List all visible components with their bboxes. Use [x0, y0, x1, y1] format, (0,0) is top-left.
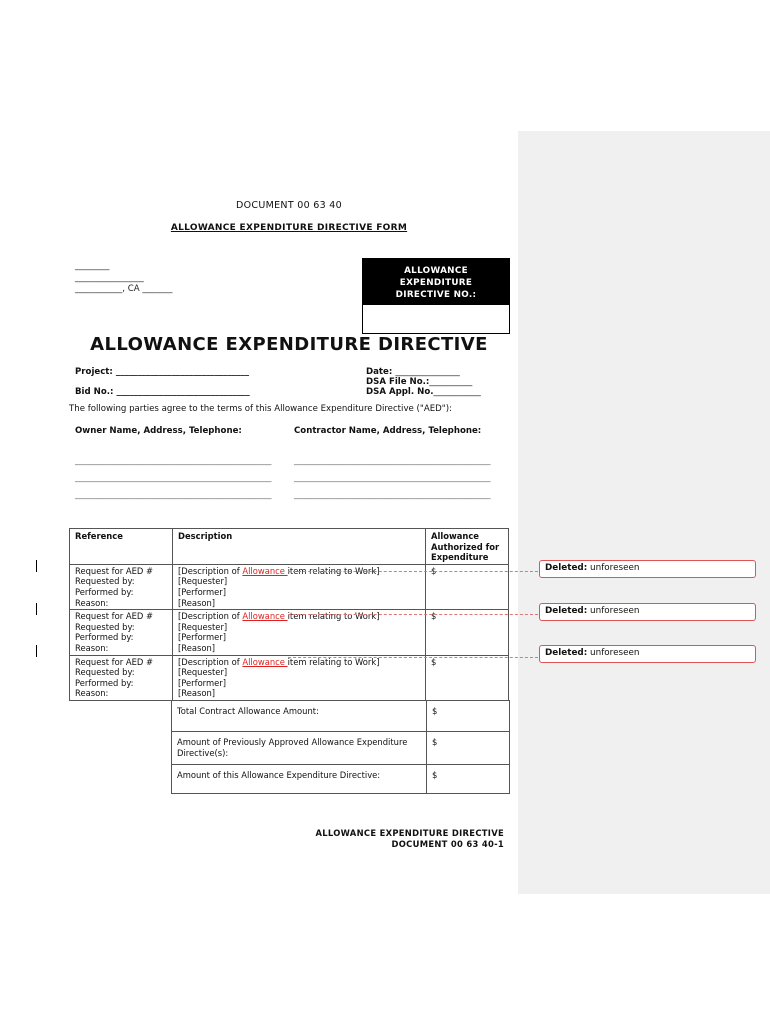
- description-cell: [173, 655, 426, 700]
- desc-reason: [Reason]: [178, 597, 216, 608]
- change-bar: [36, 560, 37, 572]
- desc-suffix: item relating to Work]: [287, 565, 380, 576]
- reference-cell: [70, 564, 173, 609]
- desc-performer: [Performer]: [178, 677, 227, 688]
- description-line: [178, 611, 420, 622]
- change-bar: [36, 645, 37, 657]
- desc-reason: [Reason]: [178, 642, 216, 653]
- date-blank: _______________: [395, 367, 460, 377]
- comment-label: Deleted:: [545, 606, 588, 616]
- totals-row: [172, 701, 510, 732]
- comment-connector: [288, 571, 538, 572]
- comment-label: Deleted:: [545, 563, 588, 573]
- desc-suffix: item relating to Work]: [287, 611, 380, 622]
- footer-document-number: DOCUMENT 00 63 40-1: [391, 839, 504, 849]
- ref-request: Request for AED #: [75, 611, 154, 622]
- inserted-text: Allowance: [242, 565, 288, 576]
- desc-prefix: [Description of: [178, 656, 243, 667]
- totals-label: Amount of this Allowance Expenditure Directive:: [172, 765, 427, 794]
- project-blank: _______________________________: [115, 367, 250, 377]
- dsa-file-label: DSA File No.:: [366, 377, 430, 387]
- project-field: [75, 367, 249, 377]
- totals-row: [172, 732, 510, 765]
- comment-text: unforeseen: [590, 606, 640, 616]
- dsa-appl-label: DSA Appl. No.: [366, 387, 434, 397]
- totals-table: [171, 700, 510, 794]
- desc-reason: [Reason]: [178, 688, 216, 699]
- form-title: ALLOWANCE EXPENDITURE DIRECTIVE FORM: [170, 223, 408, 233]
- aed-box-label-3: DIRECTIVE NO.:: [395, 290, 477, 300]
- description-line: [178, 657, 420, 668]
- comment-connector: [288, 657, 538, 658]
- dsa-file-field: [366, 377, 472, 387]
- deletion-comment-balloon[interactable]: [539, 645, 756, 663]
- deletion-comment-balloon[interactable]: [539, 603, 756, 621]
- change-bar: [36, 603, 37, 615]
- aed-box-label-1: ALLOWANCE: [404, 266, 468, 276]
- contractor-line-2: ________________________________________________: [294, 472, 491, 482]
- project-label: Project:: [75, 367, 116, 377]
- table-row: [70, 610, 509, 655]
- aed-number-box-header: [363, 259, 509, 305]
- ref-performed-by: Performed by:: [75, 677, 134, 688]
- desc-requester: [Requester]: [178, 576, 228, 587]
- totals-amount: $: [427, 701, 510, 732]
- ref-reason: Reason:: [75, 597, 109, 608]
- footer-title: ALLOWANCE EXPENDITURE DIRECTIVE: [315, 828, 504, 838]
- totals-amount: $: [427, 765, 510, 794]
- aed-box-label-2: EXPENDITURE: [399, 278, 473, 288]
- table-row: [70, 655, 509, 700]
- amount-cell: $: [426, 610, 509, 655]
- desc-requester: [Requester]: [178, 667, 228, 678]
- desc-requester: [Requester]: [178, 621, 228, 632]
- date-field: [366, 367, 460, 377]
- document-number: DOCUMENT 00 63 40: [236, 200, 342, 211]
- dsa-appl-blank: ___________: [433, 387, 481, 397]
- main-title: ALLOWANCE EXPENDITURE DIRECTIVE: [90, 334, 488, 355]
- amount-cell: $: [426, 655, 509, 700]
- desc-prefix: [Description of: [178, 611, 243, 622]
- comment-connector: [288, 614, 538, 615]
- ref-reason: Reason:: [75, 688, 109, 699]
- aed-number-box: [362, 258, 510, 334]
- amount-cell: $: [426, 564, 509, 609]
- comment-label: Deleted:: [545, 648, 588, 658]
- desc-performer: [Performer]: [178, 586, 227, 597]
- owner-line-2: ________________________________________________: [75, 472, 272, 482]
- dsa-file-blank: __________: [429, 377, 473, 387]
- header-allowance: Allowance Authorized for Expenditure: [426, 529, 509, 565]
- ref-request: Request for AED #: [75, 565, 154, 576]
- bid-label: Bid No.:: [75, 387, 117, 397]
- owner-line-1: ________________________________________________: [75, 455, 272, 465]
- date-label: Date:: [366, 367, 396, 377]
- desc-prefix: [Description of: [178, 565, 243, 576]
- contractor-line-3: ________________________________________________: [294, 489, 491, 499]
- bid-blank: _______________________________: [116, 387, 250, 397]
- totals-label: Amount of Previously Approved Allowance Expenditure Directive(s):: [172, 732, 427, 765]
- ref-request: Request for AED #: [75, 656, 154, 667]
- totals-amount: $: [427, 732, 510, 765]
- address-line-1: ________: [75, 261, 110, 271]
- inserted-text: Allowance: [242, 656, 288, 667]
- reference-table-header: [70, 529, 509, 565]
- ref-requested-by: Requested by:: [75, 621, 135, 632]
- ref-requested-by: Requested by:: [75, 667, 135, 678]
- ref-requested-by: Requested by:: [75, 576, 135, 587]
- deletion-comment-balloon[interactable]: [539, 560, 756, 578]
- owner-line-3: ________________________________________________: [75, 489, 272, 499]
- parties-text: The following parties agree to the terms of this Allowance Expenditure Directive ("AED"):: [69, 404, 452, 414]
- reference-cell: [70, 655, 173, 700]
- header-reference: Reference: [70, 529, 173, 565]
- desc-suffix: item relating to Work]: [287, 656, 380, 667]
- totals-row: [172, 765, 510, 794]
- comment-text: unforeseen: [590, 648, 640, 658]
- bid-field: [75, 387, 250, 397]
- contractor-heading: Contractor Name, Address, Telephone:: [294, 426, 482, 436]
- contractor-line-1: ________________________________________________: [294, 455, 491, 465]
- description-cell: [173, 610, 426, 655]
- owner-heading: Owner Name, Address, Telephone:: [75, 426, 242, 436]
- address-line-3: ___________, CA _______: [75, 284, 173, 294]
- comment-text: unforeseen: [590, 563, 640, 573]
- desc-performer: [Performer]: [178, 632, 227, 643]
- inserted-text: Allowance: [242, 611, 288, 622]
- header-description: Description: [173, 529, 426, 565]
- reference-cell: [70, 610, 173, 655]
- totals-label: Total Contract Allowance Amount:: [172, 701, 427, 732]
- dsa-appl-field: [366, 387, 481, 397]
- ref-reason: Reason:: [75, 642, 109, 653]
- markup-pane: [518, 131, 770, 894]
- address-line-2: ________________: [75, 273, 144, 283]
- ref-performed-by: Performed by:: [75, 632, 134, 643]
- ref-performed-by: Performed by:: [75, 586, 134, 597]
